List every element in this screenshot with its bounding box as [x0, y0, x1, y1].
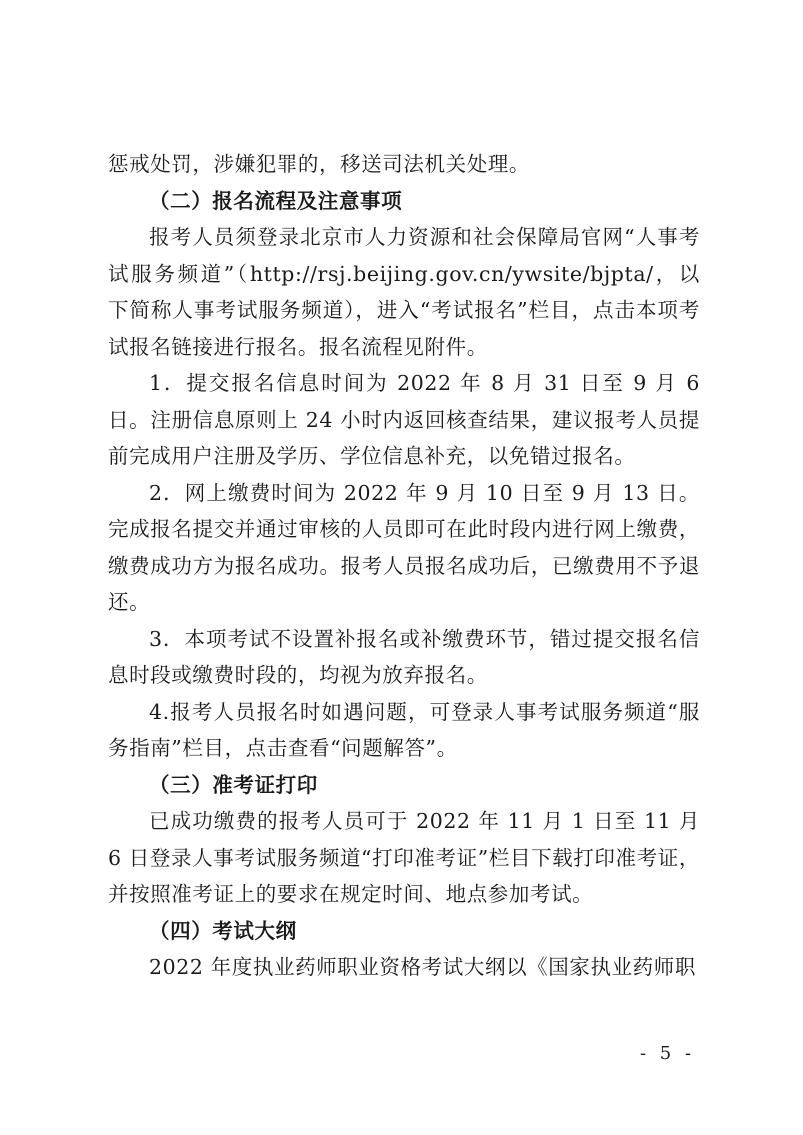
paragraph-item-4-help: 4.报考人员报名时如遇问题，可登录人事考试服务频道“服务指南”栏目，点击查看“问题解答”。 [108, 699, 700, 760]
section-heading-registration: （二）报名流程及注意事项 [149, 188, 403, 213]
paragraph-admission-ticket: 已成功缴费的报考人员可于 2022 年 11 月 1 日至 11 月 6 日登录人事考试服务频道“打印准考证”栏目下载打印准考证，并按照准考证上的要求在规定时间、地点参加考试。 [108, 809, 700, 906]
paragraph-syllabus: 2022 年度执业药师职业资格考试大纲以《国家执业药师职 [149, 955, 696, 979]
section-heading-admission-ticket: （三）准考证打印 [149, 772, 318, 797]
paragraph-item-2-payment-time: 2．网上缴费时间为 2022 年 9 月 10 日至 9 月 13 日。完成报名提交并通过审核的人员即可在此时段内进行网上缴费，缴费成功方为报名成功。报考人员报名成功后，已缴费用不予退还。 [108, 480, 700, 614]
paragraph-item-3-no-makeup: 3．本项考试不设置补报名或补缴费环节，错过提交报名信息时段或缴费时段的，均视为放弃报名。 [108, 626, 700, 687]
section-heading-syllabus: （四）考试大纲 [149, 918, 297, 943]
paragraph-registration-login: 报考人员须登录北京市人力资源和社会保障局官网“人事考试服务频道”（http://rsj.beijing.gov.cn/ywsite/bjpta/，以下简称人事考试服务频道），进入“考试报名”栏目，点击本项考试报名链接进行报名。报名流程见附件。 [108, 225, 700, 359]
document-body [108, 146, 700, 986]
page-number: - 5 - [640, 1043, 696, 1064]
paragraph-penalty-end: 惩戒处罚，涉嫌犯罪的，移送司法机关处理。 [108, 152, 530, 176]
paragraph-item-1-submission-time: 1．提交报名信息时间为 2022 年 8 月 31 日至 9 月 6 日。注册信息原则上 24 小时内返回核查结果，建议报考人员提前完成用户注册及学历、学位信息补充，以免错过报名。 [108, 371, 700, 468]
